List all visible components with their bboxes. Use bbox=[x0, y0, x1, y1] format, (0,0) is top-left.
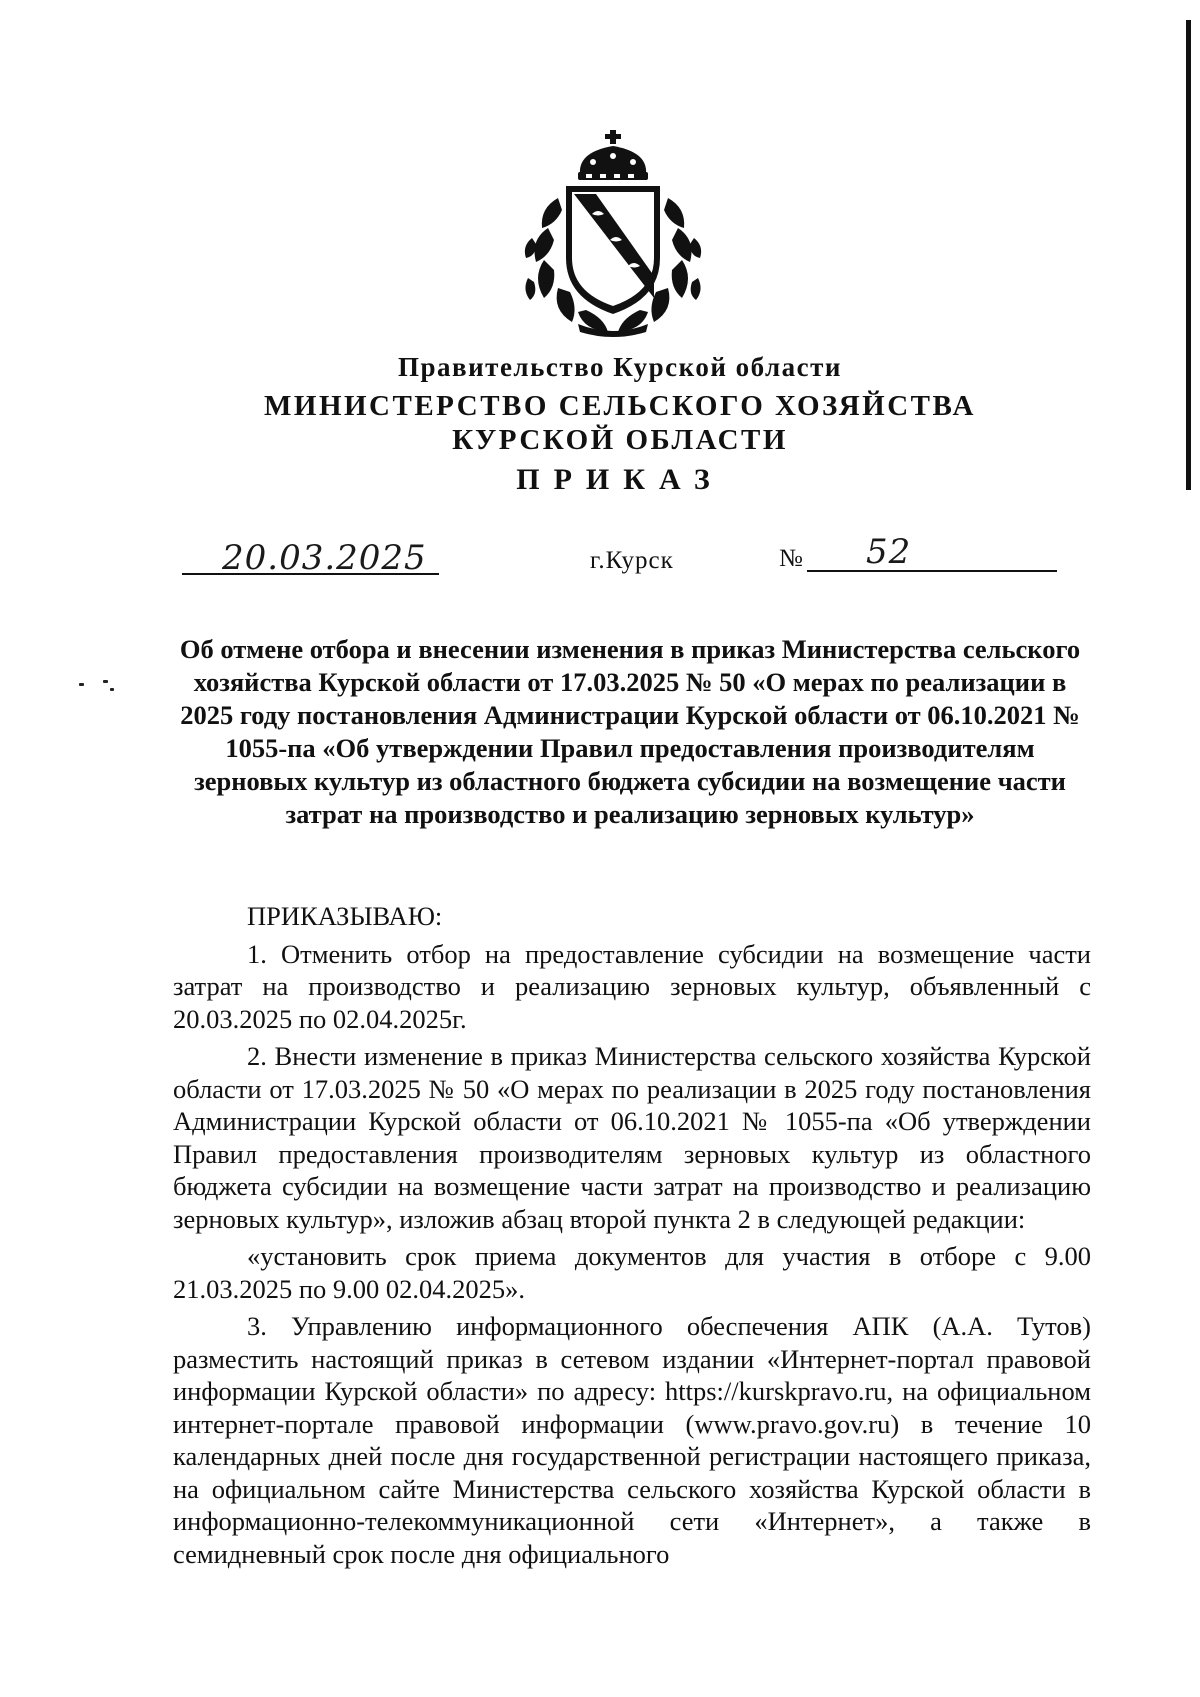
paragraph-1: 1. Отменить отбор на предоставление субсидии на возмещение части затрат на производство и реализацию зерновых культур, объявленный с 20.03.2025 по 02.04.2025г. bbox=[173, 938, 1091, 1034]
scan-speck bbox=[110, 688, 114, 691]
number-underline bbox=[807, 570, 1057, 572]
handwritten-number: 52 bbox=[866, 532, 912, 572]
paragraph-2-quote: «установить срок приема документов для участия в отборе с 9.00 21.03.2025 по 9.00 02.04.2025». bbox=[173, 1241, 1091, 1304]
scan-speck bbox=[79, 683, 84, 686]
paragraph-2: 2. Внести изменение в приказ Министерства сельского хозяйства Курской области от 17.03.2025 № 50 «О мерах по реализации в 2025 году постановления Администрации Курской области от 06.10.2021 № 1055-па «Об утверждении Правил предоставления производителям зерновых культур из областного бюджета субсидии на возмещение части затрат на производство и реализацию зерновых культур», изложив абзац второй пункта 2 в следующей редакции: bbox=[173, 1041, 1091, 1234]
paragraph-3: 3. Управлению информационного обеспечения АПК (А.А. Тутов) разместить настоящий приказ в сетевом издании «Интернет-портал правовой информации Курской области» по адресу: https://kurskpravo.ru, на официальном интернет-портале правовой информации (www.pravo.gov.ru) в течение 10 календарных дней после дня государственной регистрации настоящего приказа, на официальном сайте Министерства сельского хозяйства Курской области в информационно-телекоммуникационной сети «Интернет», а также в семидневный срок после дня официального bbox=[173, 1311, 1091, 1569]
government-name: Правительство Курской области bbox=[398, 352, 842, 382]
city-name: г.Курск bbox=[590, 547, 674, 574]
order-intro: ПРИКАЗЫВАЮ: bbox=[247, 901, 443, 931]
order-body bbox=[173, 900, 1091, 1575]
date-underline bbox=[182, 573, 439, 575]
scan-speck bbox=[103, 680, 108, 683]
organization-header bbox=[0, 352, 1200, 497]
number-sign: № bbox=[779, 545, 803, 572]
coat-of-arms-emblem bbox=[518, 128, 708, 338]
document-type: ПРИКАЗ bbox=[516, 463, 724, 496]
handwritten-date: 20.03.2025 bbox=[222, 538, 427, 578]
ministry-name-line-1: МИНИСТЕРСТВО СЕЛЬСКОГО ХОЗЯЙСТВА bbox=[264, 390, 976, 422]
order-subject-title: Об отмене отбора и внесении изменения в приказ Министерства сельского хозяйства Курской области от 17.03.2025 № 50 «О мерах по реализации в 2025 году постановления Администрации Курской области от 06.10.2021 № 1055-па «Об утверждении Правил предоставления производителям зерновых культур из областного бюджета субсидии на возмещение части затрат на производство и реализацию зерновых культур» bbox=[179, 634, 1081, 829]
ministry-name-line-2: КУРСКОЙ ОБЛАСТИ bbox=[452, 424, 788, 456]
